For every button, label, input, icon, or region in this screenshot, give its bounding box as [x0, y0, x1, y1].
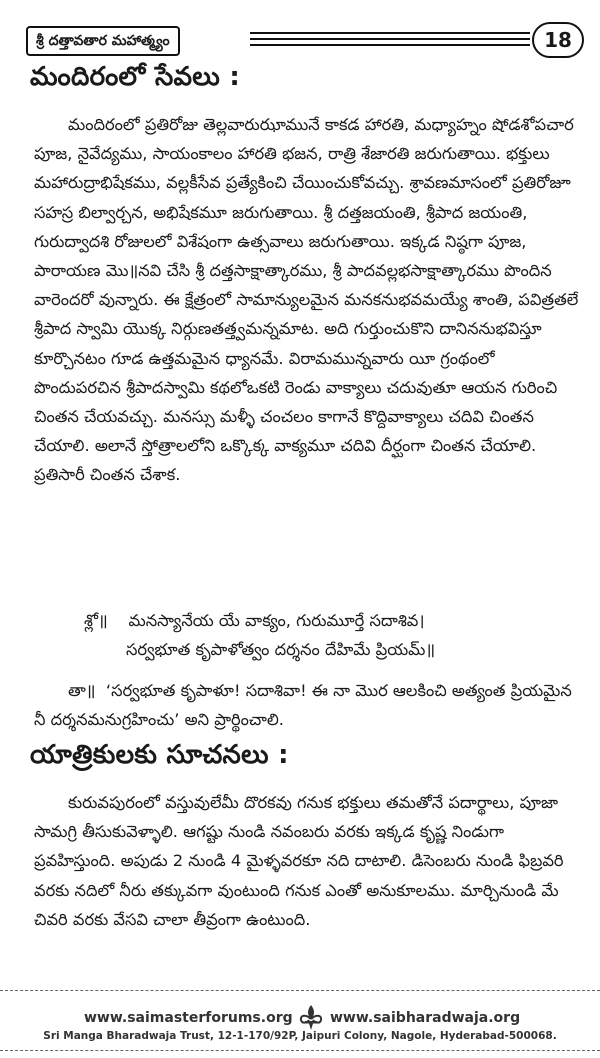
- page-header: [18, 22, 584, 58]
- footer-url-right[interactable]: www.saibharadwaja.org: [330, 1010, 521, 1026]
- paragraph-text: మందిరంలో ప్రతిరోజు తెల్లవారుఝామునే కాకడ హారతి, మధ్యాహ్నం షోడశోపచార పూజ, నైవేద్యము, సాయంకాలం హారతి భజన, రాత్రి శేజారతి జరుగుతాయి. భక్తులు మహారుద్రాభిషేకము, వల్లకీసేవ ప్రత్యేకించి చేయించుకోవచ్చు. శ్రావణమాసంలో ప్రతిరోజూ సహస్ర బిల్వార్చన, అభిషేకమూ జరుగుతాయి. శ్రీ దత్తజయంతి, శ్రీపాద జయంతి, గురుద్వాదశి రోజులలో విశేషంగా ఉత్సవాలు జరుగుతాయి. ఇక్కడ నిష్ఠగా పూజ, పారాయణ మొ॥నవి చేసి శ్రీ దత్తసాక్షాత్కారము, శ్రీ పాదవల్లభసాక్షాత్కారము పొందిన వారెందరో వున్నారు. ఈ క్షేత్రంలో సామాన్యులమైన మనకనుభవమయ్యే శాంతి, పవిత్రతలే శ్రీపాద స్వామి యొక్క నిర్గుణతత్త్వమన్నమాట. అది గుర్తుంచుకొని దానిననుభవిస్తూ కూర్చొనటం గూడ ఉత్తమమైన ధ్యానమే. విరామమున్నవారు యీ గ్రంథంలో పొందుపరచిన శ్రీపాదస్వామి కథలోఒకటి రెండు వాక్యాలు చదువుతూ ఆయన గురించి చింతన చేయవచ్చు. మనస్సు మళ్ళీ చంచలం కాగానే కొద్దివాక్యాలు చదివి చింతన చేయాలి. అలానే స్తోత్రాలలోని ఒక్కొక్క వాక్యమూ చదివి దీర్ఘంగా చింతన చేయాలి. ప్రతిసారీ చింతన చేశాక.: [34, 115, 579, 485]
- translation-label: తా॥: [68, 681, 96, 700]
- temple-services-paragraph: [34, 110, 584, 490]
- footer-url-left[interactable]: www.saimasterforums.org: [84, 1010, 293, 1026]
- section-heading-pilgrim-tips: యాత్రికులకు సూచనలు :: [30, 740, 289, 770]
- book-title: శ్రీ దత్తావతార మహాత్మ్యం: [26, 26, 180, 56]
- page-number: 18: [532, 22, 584, 58]
- footer-divider: [0, 990, 600, 991]
- paragraph-text-2: కురువపురంలో వస్తువులేమీ దొరకవు గనుక భక్తులు తమతోనే పదార్థాలు, పూజా సామగ్రి తీసుకువెళ్ళాలి. ఆగష్టు నుండి నవంబరు వరకు ఇక్కడ కృష్ణ నిండుగా ప్రవహిస్తుంది. అపుడు 2 నుండి 4 మైళ్ళవరకూ నది దాటాలి. డిసెంబరు నుండి ఫిబ్రవరి వరకు నదిలో నీరు తక్కువగా వుంటుంది గనుక ఎంతో అనుకూలము. మార్చినుండి మే చివరి వరకు వేసవి చాలా తీవ్రంగా ఉంటుంది.: [34, 793, 564, 929]
- translation-paragraph: [34, 676, 584, 734]
- translation-text: ‘సర్వభూత కృపాళూ! సదాశివా! ఈ నా మొర ఆలకించి అత్యంత ప్రియమైన నీ దర్శనమనుగ్రహించు’ అని ప్రార్థించాలి.: [34, 681, 572, 730]
- sloka-line-1: మనస్యానేయ యే వాక్యం, గురుమూర్తే సదాశివ।: [128, 611, 425, 630]
- sloka-line-2: సర్వభూత కృపాళోత్వం దర్శనం దేహిమే ప్రియమ్॥: [126, 640, 436, 659]
- header-rules: [250, 29, 530, 49]
- section-heading-temple-services: మందిరంలో సేవలు :: [30, 62, 241, 92]
- fleur-de-lis-icon: [296, 1002, 326, 1032]
- pilgrim-tips-paragraph: [34, 788, 584, 934]
- footer-links: [0, 1010, 600, 1032]
- footer-bottom-divider: [0, 1050, 600, 1051]
- sloka-block: [84, 606, 435, 664]
- footer-address: Sri Manga Bharadwaja Trust, 12-1-170/92P, Jaipuri Colony, Nagole, Hyderabad-500068.: [43, 1030, 557, 1042]
- sloka-label: శ్లో॥: [84, 611, 108, 630]
